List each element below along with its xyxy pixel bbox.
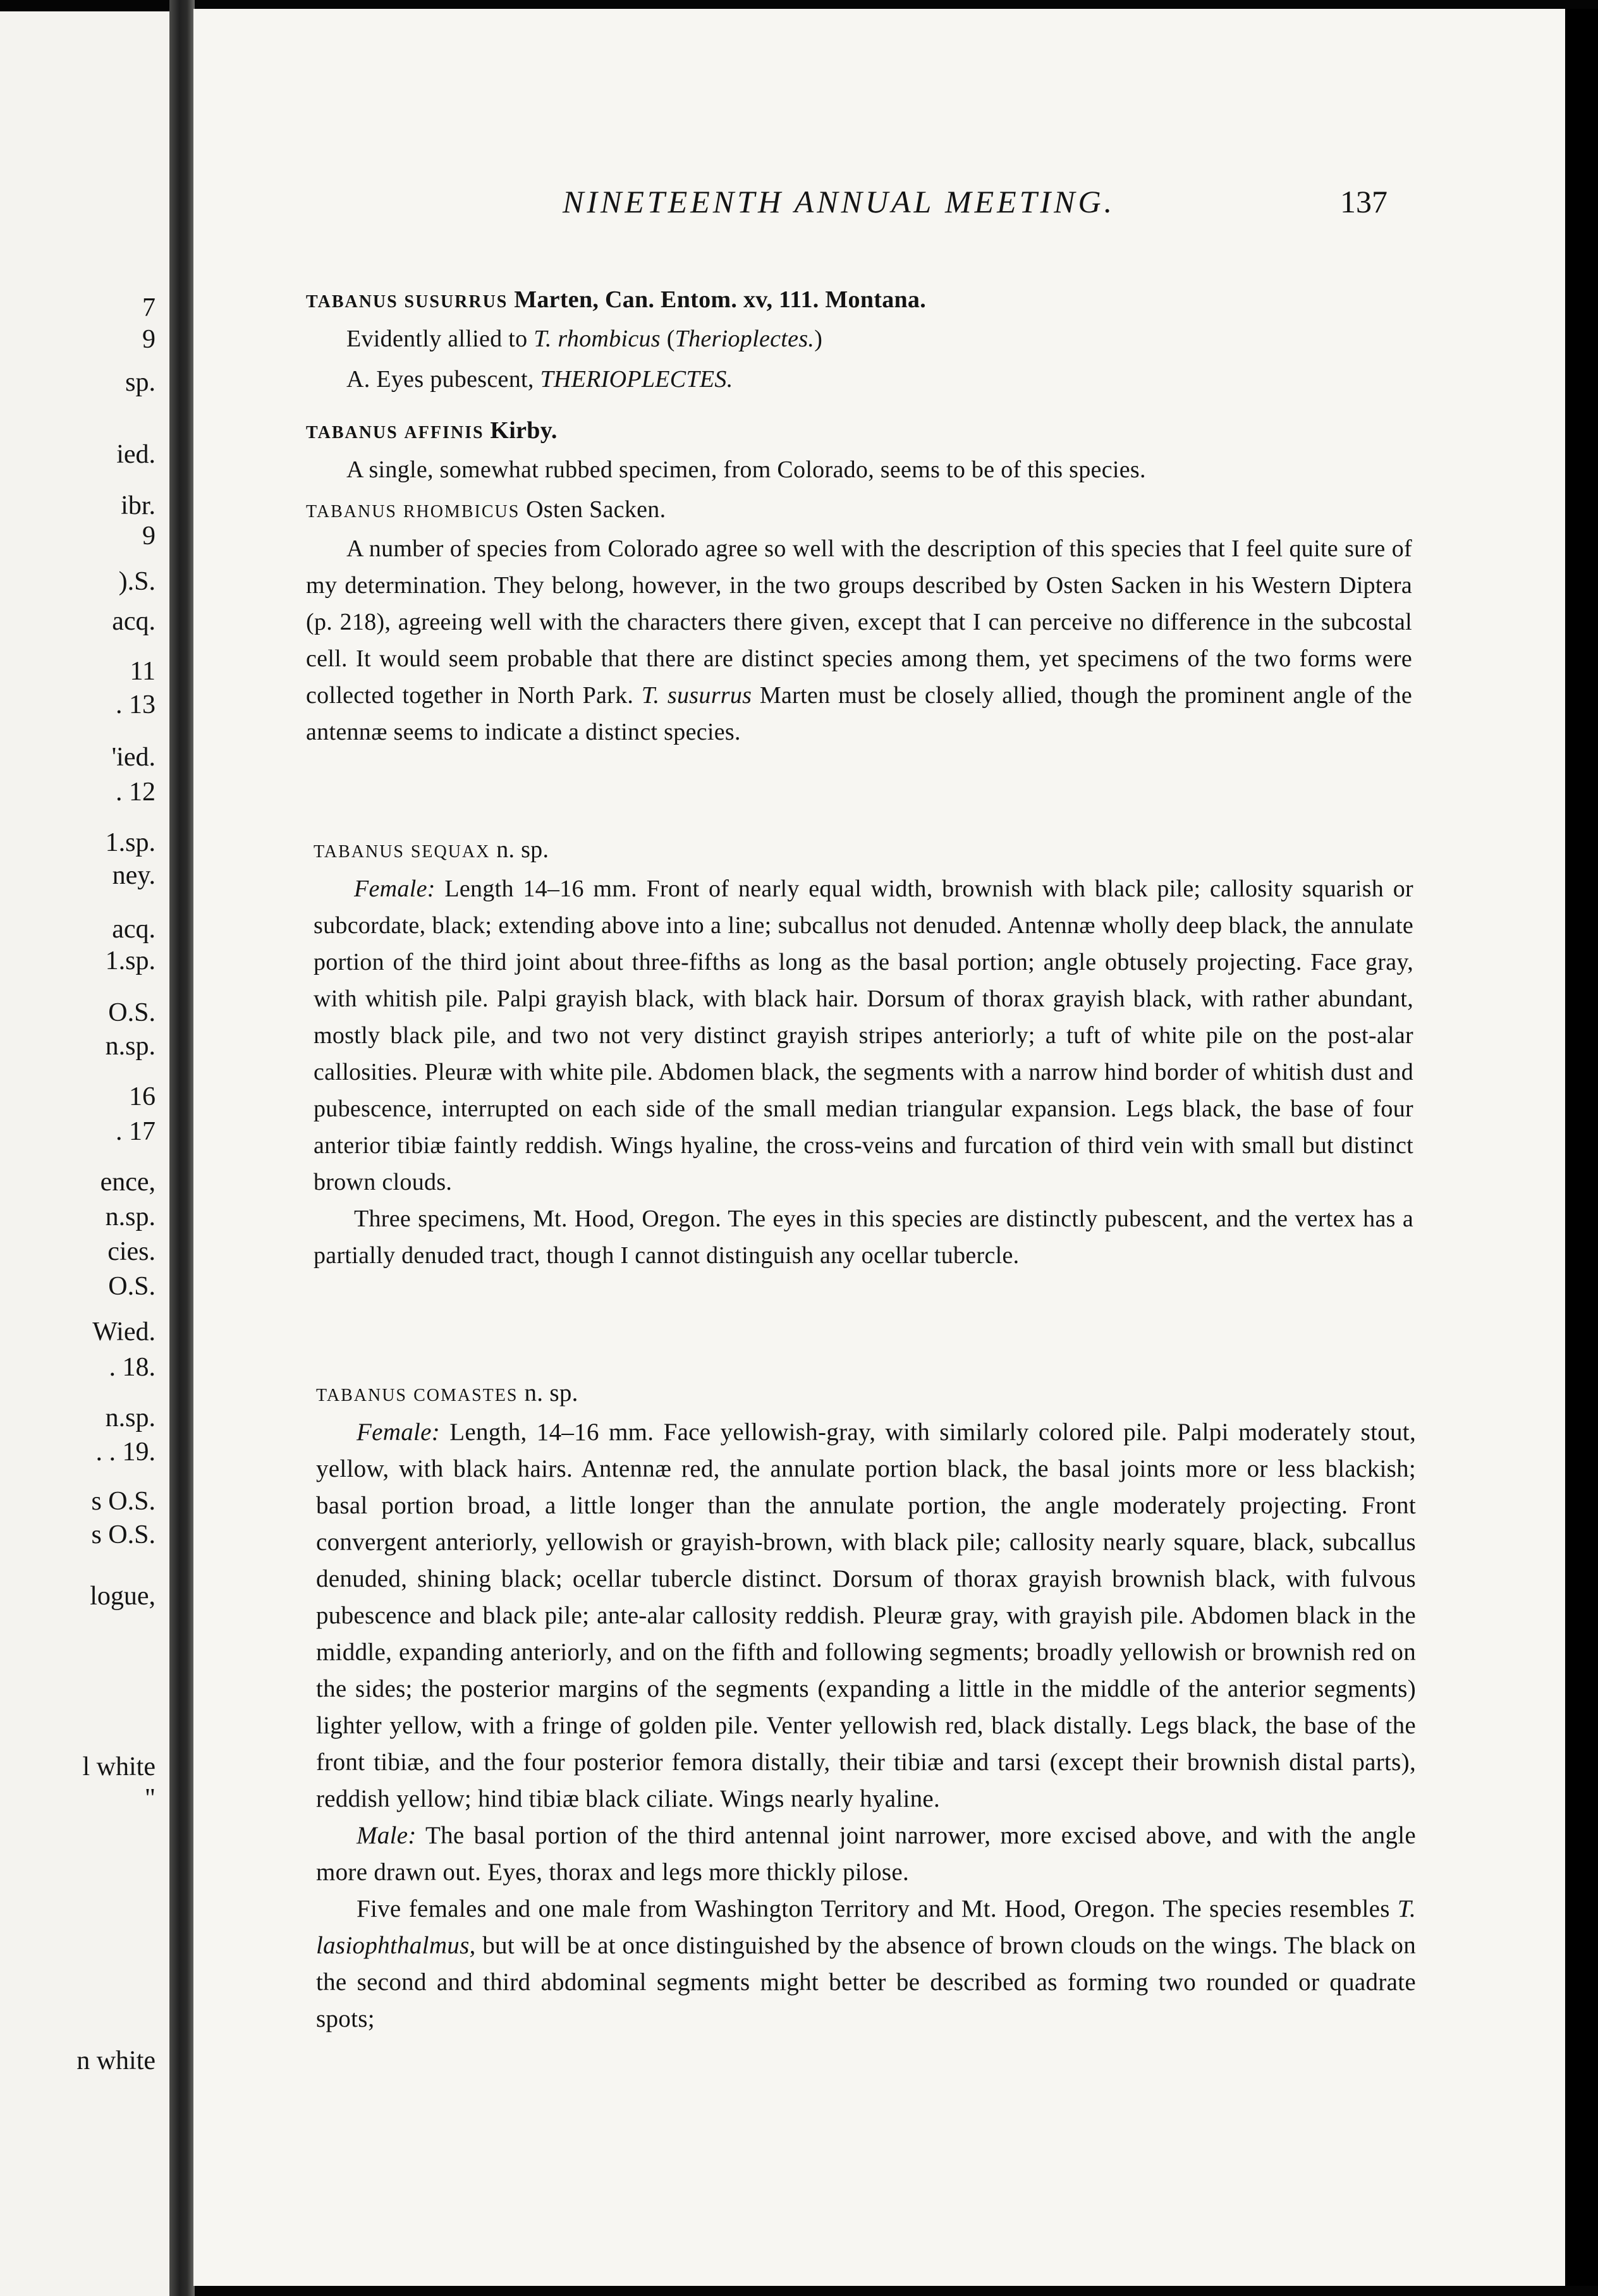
species-name: AFFINIS (404, 423, 484, 443)
species-name: RHOMBICUS (403, 502, 520, 522)
paragraph (314, 870, 1413, 1200)
status: n. sp. (496, 836, 549, 863)
left-page-fragment: O.S. (108, 1272, 156, 1301)
left-page-fragment: sp. (125, 368, 156, 397)
sex-label: Female: (357, 1419, 441, 1446)
text-run: A. Eyes pubescent, (346, 366, 540, 393)
left-page-fragment: 16 (129, 1082, 156, 1111)
paragraph (316, 1414, 1416, 1817)
left-page-fragment: ied. (116, 440, 156, 469)
left-page-fragment: ney. (112, 861, 156, 890)
left-page-fragment: . 18. (109, 1353, 156, 1382)
left-page-fragment: . 17 (116, 1117, 156, 1146)
paragraph: A single, somewhat rubbed specimen, from Colorado, seems to be of this species. (346, 456, 1146, 483)
entry-heading (306, 412, 1412, 451)
text-run: ( (660, 326, 675, 352)
species-name: COMASTES (413, 1386, 518, 1405)
entry-tabanus-affinis (306, 412, 1412, 488)
left-page-fragment: n.sp. (105, 1403, 156, 1432)
author: Kirby. (490, 417, 558, 444)
genus-name: TABANUS (316, 1386, 407, 1405)
entry-tabanus-comastes (316, 1375, 1416, 2037)
text-run: Marten must be closely allied, though the prominent angle of the antennæ seems to indicate a distinct species. (306, 682, 1412, 745)
left-page-fragment: acq. (112, 607, 156, 636)
left-page-fragment: . 13 (116, 690, 156, 719)
left-page-fragment: ence, (100, 1168, 156, 1197)
description: Length 14–16 mm. Front of nearly equal width, brownish with black pile; callosity squarish or subcordate, black; extending above into a line; subcallus not denuded. Antennæ wholly deep black, the annulate portion of the third joint about three-fifths as long as the basal portion; angle obtusely projecting. Face gray, with whitish pile. Palpi grayish black, with black hair. Dorsum of thorax grayish black, with rather abundant, mostly black pile, and two not very distinct grayish stripes anteriorly; a tuft of white pile on the post-alar callosities. Pleuræ with white pile. Abdomen black, the segments with a narrow hind border of whitish dust and pubescence, interrupted on each side of the small median triangular expansion. Legs black, the base of four anterior tibiæ faintly reddish. Wings hyaline, the cross-veins and furcation of third vein with small but distinct brown clouds. (314, 876, 1413, 1195)
species-name: SEQUAX (410, 842, 491, 862)
left-page-fragment: Wied. (92, 1317, 156, 1346)
left-page-fragment: 11 (130, 657, 156, 686)
left-page-fragment: O.S. (108, 998, 156, 1027)
group-heading (306, 361, 1412, 398)
scan-border (1565, 9, 1598, 2286)
description: Length, 14–16 mm. Face yellowish-gray, with similarly colored pile. Palpi moderately stout, yellow, with black hairs. Antennæ red, the annulate portion black, the basal joints more or less blackish; basal portion broad, a little longer than the annulate portion, the angle moderately projecting. Front convergent anteriorly, yellowish or grayish-brown, with black pile; callosity nearly square, black, subcallus denuded, shining black; ocellar tubercle distinct. Dorsum of thorax grayish brownish black, with fulvous pubescence and black pile; ante-alar callosity reddish. Pleuræ gray, with grayish pile. Abdomen black in the middle, expanding anteriorly, and on the fifth and following segments; broadly yellowish or brownish red on the sides; the posterior margins of the segments (expanding a little in the middle of the anterior segments) lighter yellow, with a fringe of golden pile. Venter yellowish red, black distally. Legs black, the base of the front tibiæ, and the four posterior femora distally, their tibiæ and tarsi (except their brownish distal parts), reddish yellow; hind tibiæ black ciliate. Wings nearly hyaline. (316, 1419, 1416, 1812)
left-page-fragment: n.sp. (105, 1032, 156, 1061)
entry-heading (316, 1375, 1416, 1414)
paragraph (306, 321, 1412, 357)
citation: Marten, Can. Entom. xv, 111. Montana. (514, 286, 927, 313)
left-page-fragment: . . 19. (95, 1438, 156, 1467)
running-head: NINETEENTH ANNUAL MEETING. (563, 184, 1116, 219)
text-run: Five females and one male from Washington Territory and Mt. Hood, Oregon. The species resembles (357, 1895, 1398, 1922)
left-page-fragment: l white (82, 1752, 156, 1781)
left-page-fragment: n white (76, 2046, 156, 2075)
left-page-fragment: . 12 (116, 778, 156, 807)
left-page-fragment: ).S. (118, 567, 156, 596)
italic-run: T. susurrus (641, 682, 752, 709)
genus-name: TABANUS (314, 842, 405, 862)
text-run: A number of species from Colorado agree so well with the description of this species that I feel quite sure of my determination. They belong, however, in the two groups described by Osten Sacken in his Western Diptera (p. 218), agreeing well with the characters there given, except that I can perceive no difference in the subcostal cell. It would seem probable that there are distinct species among them, yet specimens of the two forms were collected together in North Park. (306, 535, 1412, 709)
left-page-fragment: n.sp. (105, 1202, 156, 1231)
paragraph (316, 1891, 1416, 2037)
entry-tabanus-sequax (314, 831, 1413, 1274)
entry-tabanus-susurrus (306, 281, 1412, 398)
entry-heading (306, 491, 1412, 530)
entry-heading (314, 831, 1413, 870)
paragraph (306, 530, 1412, 750)
genus-name: TABANUS (306, 292, 398, 312)
entry-heading (306, 281, 1412, 321)
left-page-fragment: 9 (142, 325, 156, 354)
left-page-fragment: 'ied. (111, 743, 156, 772)
italic-run: THERIOPLECTES. (540, 366, 733, 393)
left-page-fragment: " (144, 1784, 156, 1813)
italic-run: T. lasiophthalmus, (316, 1895, 1416, 1959)
sex-label: Female: (354, 876, 436, 902)
left-page-edge (0, 11, 169, 2296)
text-run: but will be at once distinguished by the absence of brown clouds on the wings. The black on the second and third abdominal segments might better be described as forming two rounded or quadrate spots; (316, 1932, 1416, 2032)
book-gutter (169, 0, 195, 2296)
left-page-fragment: ibr. (121, 491, 156, 520)
paragraph (316, 1817, 1416, 1891)
species-name: SUSURRUS (404, 292, 508, 312)
left-page-fragment: cies. (107, 1237, 156, 1266)
author: Osten Sacken. (526, 496, 666, 523)
italic-run: T. rhombicus (534, 326, 661, 352)
left-page-fragment: s O.S. (91, 1487, 156, 1516)
text-run: ) (814, 326, 823, 352)
left-page-fragment: 7 (142, 293, 156, 322)
left-page-fragment: logue, (90, 1582, 156, 1611)
left-page-fragment: s O.S. (91, 1520, 156, 1549)
left-page-fragment: acq. (112, 915, 156, 944)
sex-label: Male: (357, 1822, 417, 1849)
status: n. sp. (524, 1379, 578, 1407)
description: The basal portion of the third antennal joint narrower, more excised above, and with the angle more drawn out. Eyes, thorax and legs more thickly pilose. (316, 1822, 1416, 1886)
left-page-fragment: 1.sp. (105, 828, 156, 857)
italic-run: Therioplectes. (674, 326, 815, 352)
left-page-fragment: 9 (142, 522, 156, 551)
left-page-fragment: 1.sp. (105, 946, 156, 975)
genus-name: TABANUS (306, 502, 397, 522)
page-number: 137 (1340, 184, 1388, 219)
text-run: Evidently allied to (346, 326, 534, 352)
entry-tabanus-rhombicus (306, 491, 1412, 750)
genus-name: TABANUS (306, 423, 398, 443)
paragraph: Three specimens, Mt. Hood, Oregon. The eyes in this species are distinctly pubescent, and the vertex has a partially denuded tract, though I cannot distinguish any ocellar tubercle. (314, 1206, 1413, 1269)
